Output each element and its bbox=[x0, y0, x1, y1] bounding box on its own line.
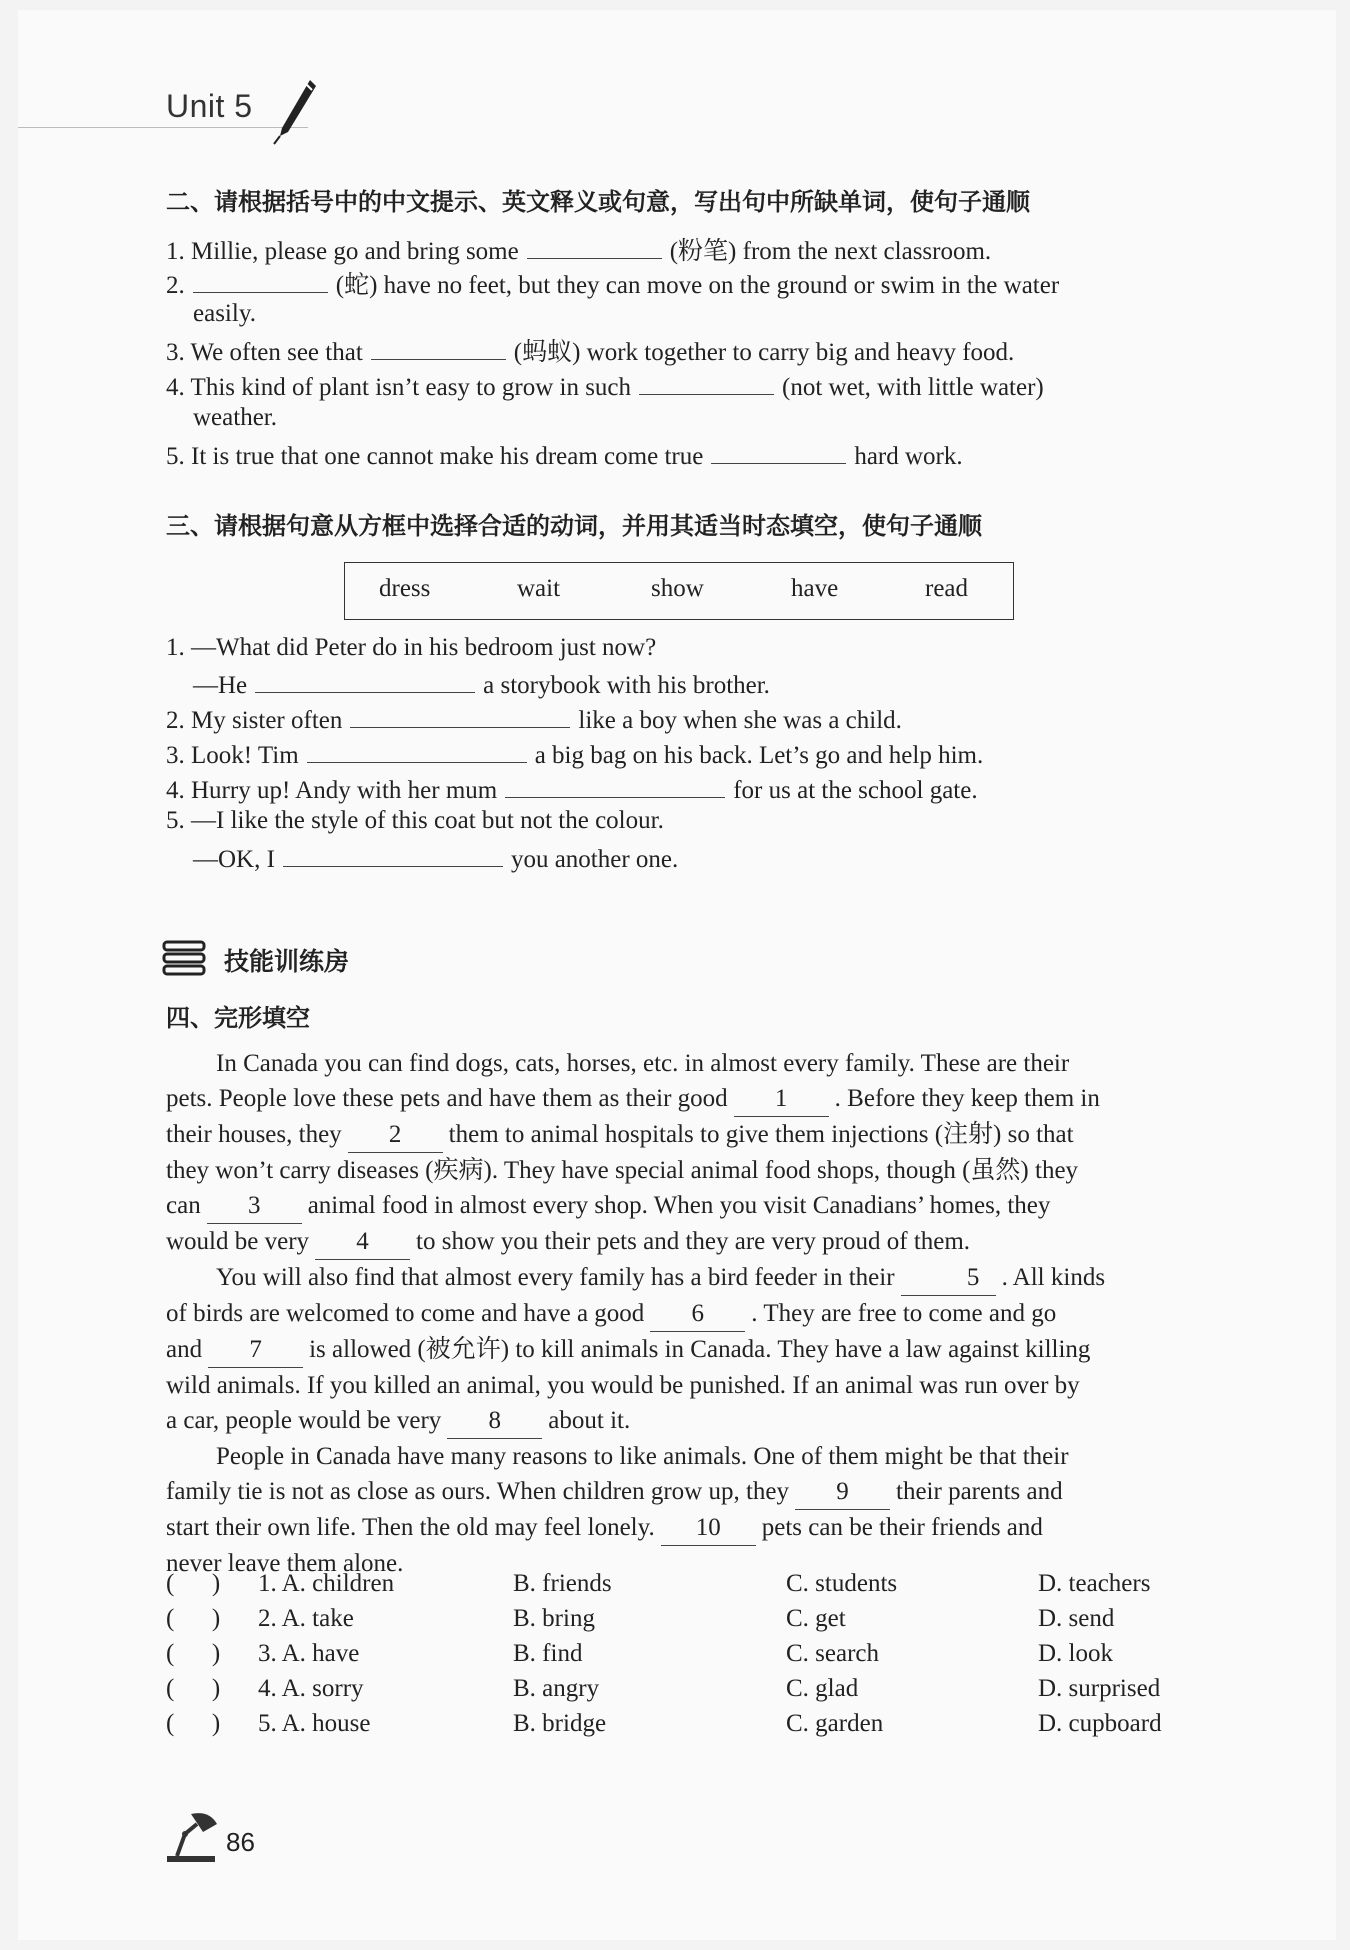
cloze-blank[interactable]: 8 bbox=[447, 1403, 542, 1439]
header-rule bbox=[18, 127, 308, 128]
s2-item-4: 4. This kind of plant isn’t easy to grow in such (not wet, with little water) bbox=[166, 368, 1216, 404]
cloze-blank[interactable]: 7 bbox=[208, 1332, 303, 1368]
s2-item-2: 2. (蛇) have no feet, but they can move on the ground or swim in the water bbox=[166, 266, 1216, 302]
option-b: B. friends bbox=[513, 1570, 612, 1597]
option-d: D. surprised bbox=[1038, 1675, 1161, 1702]
answer-blank[interactable] bbox=[527, 232, 662, 259]
option-c: C. students bbox=[786, 1570, 898, 1597]
option-c: C. search bbox=[786, 1640, 880, 1667]
passage-line: of birds are welcomed to come and have a good 6 . They are free to come and go bbox=[166, 1296, 1216, 1332]
s3-item-4: 4. Hurry up! Andy with her mum for us at the school gate. bbox=[166, 771, 1216, 807]
word-box bbox=[344, 562, 1014, 620]
cloze-blank[interactable]: 1 bbox=[734, 1081, 829, 1117]
passage-line: family tie is not as close as ours. When children grow up, they 9 their parents and bbox=[166, 1474, 1216, 1510]
option-b: B. bridge bbox=[513, 1710, 607, 1737]
option-d: D. send bbox=[1038, 1605, 1115, 1632]
cloze-blank[interactable]: 9 bbox=[795, 1474, 890, 1510]
section3-title: 三、请根据句意从方框中选择合适的动词，并用其适当时态填空，使句子通顺 bbox=[166, 512, 982, 540]
cloze-passage bbox=[166, 1046, 1216, 1581]
section2-title: 二、请根据括号中的中文提示、英文释义或句意，写出句中所缺单词，使句子通顺 bbox=[166, 188, 1030, 216]
passage-line: they won’t carry diseases (疾病). They have special animal food shops, though (虽然) they bbox=[166, 1157, 1079, 1184]
passage-line: pets. People love these pets and have them as their good 1 . Before they keep them in bbox=[166, 1081, 1216, 1117]
s3-item-5-answer: —OK, I you another one. bbox=[193, 840, 1243, 876]
passage-line: People in Canada have many reasons to like animals. One of them might be that their bbox=[216, 1443, 1069, 1470]
word-option: dress bbox=[379, 575, 431, 602]
passage-line: and 7 is allowed (被允许) to kill animals in Canada. They have a law against killing bbox=[166, 1332, 1216, 1368]
pen-icon bbox=[270, 76, 320, 146]
s3-item-1-answer: —He a storybook with his brother. bbox=[193, 666, 1243, 702]
option-d: D. look bbox=[1038, 1640, 1113, 1667]
page-number: 86 bbox=[226, 1827, 255, 1857]
s2-item-5: 5. It is true that one cannot make his dream come true hard work. bbox=[166, 437, 1216, 473]
answer-paren[interactable]: ( ) bbox=[166, 1605, 221, 1632]
word-option: read bbox=[925, 575, 969, 602]
cloze-blank[interactable]: 6 bbox=[650, 1296, 745, 1332]
workbook-page bbox=[18, 10, 1336, 1940]
option-b: B. angry bbox=[513, 1675, 600, 1702]
lamp-icon bbox=[163, 1810, 223, 1865]
answer-blank[interactable] bbox=[639, 368, 774, 395]
answer-paren[interactable]: ( ) bbox=[166, 1710, 221, 1737]
option-c: C. glad bbox=[786, 1675, 859, 1702]
option-row-4: 4. A. sorry bbox=[258, 1675, 364, 1702]
s2-item-1: 1. Millie, please go and bring some (粉笔) from the next classroom. bbox=[166, 232, 1216, 268]
passage-line: wild animals. If you killed an animal, you would be punished. If an animal was run over by bbox=[166, 1372, 1080, 1399]
option-row-3: 3. A. have bbox=[258, 1640, 360, 1667]
answer-blank[interactable] bbox=[255, 666, 475, 693]
answer-blank[interactable] bbox=[350, 701, 570, 728]
answer-paren[interactable]: ( ) bbox=[166, 1570, 221, 1597]
word-option: have bbox=[791, 575, 839, 602]
answer-blank[interactable] bbox=[371, 333, 506, 360]
answer-blank[interactable] bbox=[283, 840, 503, 867]
option-row-5: 5. A. house bbox=[258, 1710, 371, 1737]
cloze-blank[interactable]: 4 bbox=[315, 1224, 410, 1260]
answer-blank[interactable] bbox=[193, 266, 328, 293]
option-row-1: 1. A. children bbox=[258, 1570, 395, 1597]
option-d: D. teachers bbox=[1038, 1570, 1151, 1597]
skills-icon bbox=[162, 938, 208, 978]
skills-title: 技能训练房 bbox=[224, 947, 350, 976]
passage-line: a car, people would be very 8 about it. bbox=[166, 1403, 1216, 1439]
passage-line: start their own life. Then the old may feel lonely. 10 pets can be their friends and bbox=[166, 1510, 1216, 1546]
word-option: show bbox=[651, 575, 704, 602]
cloze-blank[interactable]: 5 bbox=[901, 1260, 996, 1296]
s3-item-1: 1. —What did Peter do in his bedroom just now? bbox=[166, 634, 657, 661]
cloze-blank[interactable]: 2 bbox=[348, 1117, 443, 1153]
answer-paren[interactable]: ( ) bbox=[166, 1675, 221, 1702]
passage-line: You will also find that almost every family has a bird feeder in their 5 . All kinds bbox=[166, 1260, 1216, 1296]
answer-blank[interactable] bbox=[711, 437, 846, 464]
s3-item-3: 3. Look! Tim a big bag on his back. Let’s go and help him. bbox=[166, 736, 1216, 772]
option-c: C. garden bbox=[786, 1710, 884, 1737]
passage-line: In Canada you can find dogs, cats, horses, etc. in almost every family. These are their bbox=[216, 1050, 1070, 1077]
s2-item-2-cont: easily. bbox=[193, 300, 256, 327]
section4-title: 四、完形填空 bbox=[166, 1004, 310, 1032]
option-row-2: 2. A. take bbox=[258, 1605, 354, 1632]
s2-item-3: 3. We often see that (蚂蚁) work together to carry big and heavy food. bbox=[166, 333, 1216, 369]
option-b: B. bring bbox=[513, 1605, 595, 1632]
option-d: D. cupboard bbox=[1038, 1710, 1162, 1737]
option-b: B. find bbox=[513, 1640, 583, 1667]
s3-item-2: 2. My sister often like a boy when she was a child. bbox=[166, 701, 1216, 737]
passage-line: would be very 4 to show you their pets and they are very proud of them. bbox=[166, 1224, 1216, 1260]
s3-item-5: 5. —I like the style of this coat but not the colour. bbox=[166, 807, 664, 834]
word-option: wait bbox=[517, 575, 561, 602]
answer-blank[interactable] bbox=[307, 736, 527, 763]
cloze-blank[interactable]: 3 bbox=[207, 1188, 302, 1224]
cloze-blank[interactable]: 10 bbox=[661, 1510, 756, 1546]
unit-title: Unit 5 bbox=[166, 88, 253, 124]
passage-line: can 3 animal food in almost every shop. When you visit Canadians’ homes, they bbox=[166, 1188, 1216, 1224]
s2-item-4-cont: weather. bbox=[193, 404, 277, 431]
passage-line: their houses, they 2 them to animal hospitals to give them injections (注射) so that bbox=[166, 1117, 1216, 1153]
option-c: C. get bbox=[786, 1605, 846, 1632]
answer-paren[interactable]: ( ) bbox=[166, 1640, 221, 1667]
answer-blank[interactable] bbox=[505, 771, 725, 798]
passage-line: never leave them alone. bbox=[166, 1550, 404, 1577]
